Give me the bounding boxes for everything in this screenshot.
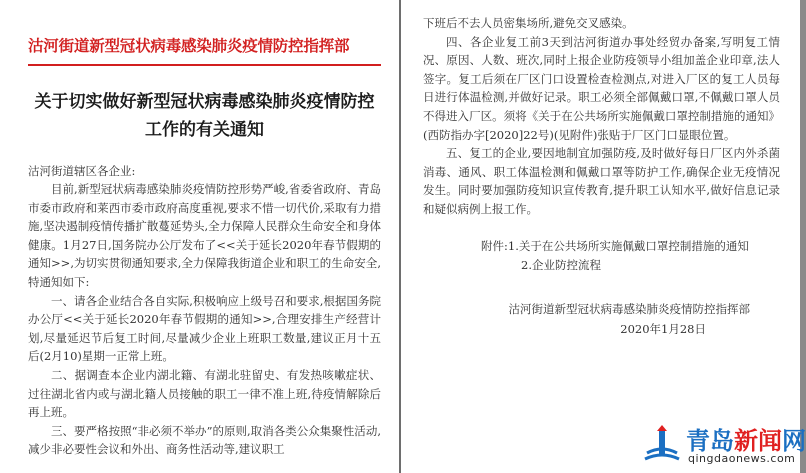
right-body [423,14,780,219]
attachment-1: 附件:1.关于在公共场所实施佩戴口罩控制措施的通知 [481,238,749,253]
paragraph-4: 四、各企业复工前3天到沽河街道办事处经贸办备案,写明复工情况、原因、人数、班次,同时上报企业防疫领导小组加盖企业印章,法人签字。复工后须在厂区门口设置检查检测点,对进入厂区的复工人员每日进行体温检测,并做好记录。职工必须全部佩戴口罩,不佩戴口罩人员不得进入厂区。须将《关于在公共场所实施佩戴口罩控制措施的通知》(西防指办字[2020]22号)(见附件)张贴于厂区门口显眼位置。 [423,34,780,142]
paragraph-intro: 目前,新型冠状病毒感染肺炎疫情防控形势严峻,省委省政府、青岛市委市政府和莱西市委市政府高度重视,要求不惜一切代价,采取有力措施,坚决遏制疫情传播扩散蔓延势头,全力保障人民群众生命安全和身体健康。1月27日,国务院办公厅发布了<<关于延长2020年春节假期的通知>>,为切实贯彻通知要求,全力保障我街道企业和职工的生命安全,特通知如下: [28,182,381,289]
watermark-name [686,421,806,456]
paragraph-1: 一、请各企业结合各自实际,积极响应上级号召和要求,根据国务院办公厅<<关于延长2020年春节假期的通知>>,合理安排生产经营计划,尽量延迟节后复工时间,尽量减少企业上班职工数量,建议正月十五后(2月10)星期一正常上班。 [28,293,381,364]
watermark-url: qingdaonews.com [688,452,796,465]
wm-name-part3: 网 [782,427,806,455]
paragraph-2: 二、据调查本企业内湖北籍、有湖北驻留史、有发热咳嗽症状、过往湖北省内或与湖北籍人员接触的职工一律不准上班,待疫情解除后再上班。 [28,367,381,420]
notice-title [28,88,381,144]
qingdaonews-watermark [642,421,806,469]
signoff-date: 2020年1月28日 [620,321,706,336]
lighthouse-logo-icon [642,423,682,463]
paragraph-5: 五、复工的企业,要因地制宜加强防疫,及时做好每日厂区内外杀菌消毒、通风、职工体温检测和佩戴口罩等防护工作,确保企业无疫情况发生。同时要加强防疫知识宣传教育,提升职工认知水平,做好信息记录和疑似病例上报工作。 [423,146,780,216]
wm-name-part1: 青岛 [686,427,734,455]
salutation: 沽河街道辖区各企业: [28,164,136,178]
red-rule [28,64,381,66]
signoff-org: 沽河街道新型冠状病毒感染肺炎疫情防控指挥部 [508,301,750,316]
attachment-2: 2.企业防控流程 [521,257,601,272]
title-line-1: 关于切实做好新型冠状病毒感染肺炎疫情防控 [34,92,375,112]
wm-name-part2: 新闻 [734,427,782,455]
left-page [0,0,399,473]
title-line-2: 工作的有关通知 [145,120,264,140]
attachments [423,237,780,275]
signoff [423,299,780,339]
paragraph-3-continued: 下班后不去人员密集场所,避免交叉感染。 [423,16,634,30]
paragraph-3: 三、要严格按照“非必须不举办”的原则,取消各类公众集聚性活动,减少非必要性会议和外出、商务性活动等,建议职工 [28,423,381,457]
org-header: 沽河街道新型冠状病毒感染肺炎疫情防控指挥部 [28,36,350,55]
right-page [401,0,800,473]
